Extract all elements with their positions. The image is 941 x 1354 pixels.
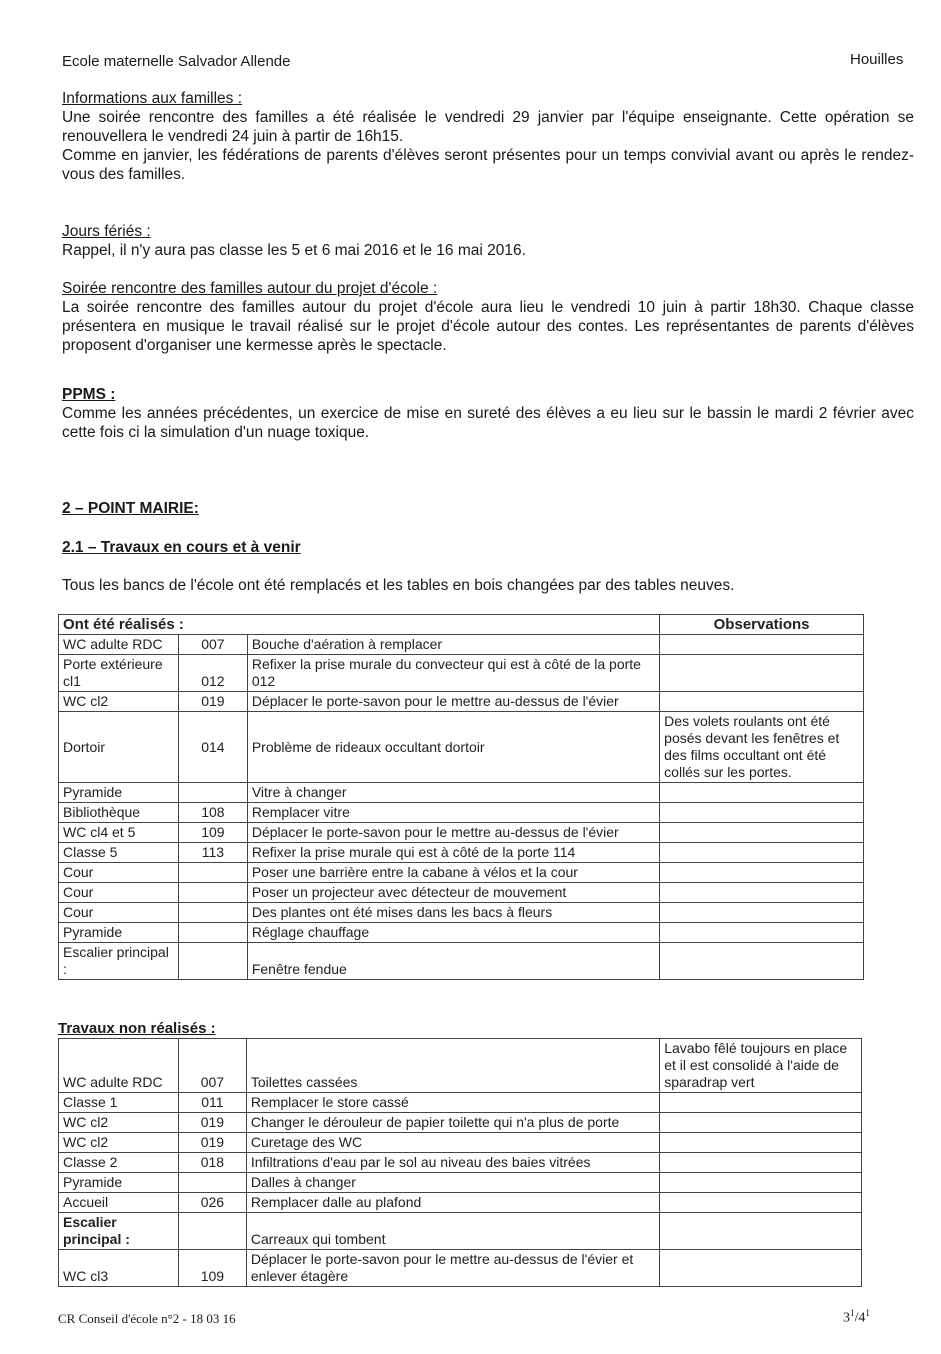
cell-numero — [178, 903, 247, 923]
footer-reference: CR Conseil d'école n°2 - 18 03 16 — [58, 1311, 236, 1326]
cell-lieu: Dortoir — [59, 712, 179, 783]
cell-observations — [660, 1213, 862, 1250]
city-name: Houilles — [850, 51, 904, 68]
table-row — [59, 1213, 862, 1250]
cell-numero — [178, 863, 247, 883]
cell-numero: 109 — [178, 1250, 246, 1287]
cell-numero: 019 — [178, 1133, 246, 1153]
cell-numero: 014 — [178, 712, 247, 783]
cell-observations — [660, 1250, 862, 1287]
table-non-realises — [58, 1038, 862, 1287]
cell-travaux: Dalles à changer — [246, 1173, 659, 1193]
table-row — [59, 1039, 862, 1093]
table-row — [59, 923, 864, 943]
cell-travaux: Infiltrations d'eau par le sol au niveau des baies vitrées — [246, 1153, 659, 1173]
point-mairie-title: 2 – POINT MAIRIE: — [62, 500, 199, 517]
cell-lieu: WC adulte RDC — [59, 1039, 179, 1093]
travaux-subtitle: 2.1 – Travaux en cours et à venir — [62, 539, 301, 556]
cell-lieu: Porte extérieure cl1 — [59, 655, 179, 692]
cell-lieu: Escalier principal : — [59, 1213, 179, 1250]
cell-observations — [660, 903, 864, 923]
cell-observations — [660, 883, 864, 903]
cell-travaux: Problème de rideaux occultant dortoir — [247, 712, 659, 783]
cell-lieu: WC cl3 — [59, 1250, 179, 1287]
cell-observations — [660, 1193, 862, 1213]
cell-numero: 012 — [178, 655, 247, 692]
cell-numero: 109 — [178, 823, 247, 843]
cell-observations — [660, 1093, 862, 1113]
cell-travaux: Refixer la prise murale qui est à côté de la porte 114 — [247, 843, 659, 863]
table-realises-header — [59, 615, 864, 635]
table-row — [59, 635, 864, 655]
cell-observations — [660, 1173, 862, 1193]
cell-lieu: WC cl2 — [59, 692, 179, 712]
cell-lieu: Escalier principal : — [59, 943, 179, 980]
cell-travaux: Remplacer le store cassé — [246, 1093, 659, 1113]
table-row — [59, 1193, 862, 1213]
travaux-intro: Tous les bancs de l'école ont été remplacés et les tables en bois changées par des tables neuves. — [62, 577, 735, 594]
cell-observations — [660, 655, 864, 692]
cell-numero: 019 — [178, 692, 247, 712]
cell-lieu: Cour — [59, 883, 179, 903]
soiree-section — [62, 279, 914, 355]
cell-travaux: Changer le dérouleur de papier toilette qui n'a plus de porte — [246, 1113, 659, 1133]
cell-lieu: Bibliothèque — [59, 803, 179, 823]
cell-travaux: Remplacer dalle au plafond — [246, 1193, 659, 1213]
table-row — [59, 783, 864, 803]
ppms-section — [62, 385, 914, 442]
cell-travaux: Poser un projecteur avec détecteur de mouvement — [247, 883, 659, 903]
page-total: /4 — [854, 1310, 866, 1326]
table-row — [59, 843, 864, 863]
cell-travaux: Toilettes cassées — [246, 1039, 659, 1093]
cell-travaux: Carreaux qui tombent — [246, 1213, 659, 1250]
table-row — [59, 712, 864, 783]
cell-observations — [660, 1133, 862, 1153]
cell-travaux: Curetage des WC — [246, 1133, 659, 1153]
cell-lieu: Accueil — [59, 1193, 179, 1213]
cell-numero — [178, 1173, 246, 1193]
cell-lieu: Pyramide — [59, 783, 179, 803]
cell-numero: 108 — [178, 803, 247, 823]
table-row — [59, 903, 864, 923]
page-current: 3 — [843, 1310, 850, 1326]
cell-numero — [178, 1213, 246, 1250]
cell-travaux: Des plantes ont été mises dans les bacs à fleurs — [247, 903, 659, 923]
cell-observations — [660, 823, 864, 843]
cell-travaux: Fenêtre fendue — [247, 943, 659, 980]
cell-observations — [660, 692, 864, 712]
cell-lieu: Pyramide — [59, 1173, 179, 1193]
soiree-text: La soirée rencontre des familles autour du projet d'école aura lieu le vendredi 10 juin à partir 18h30. Chaque classe présentera en musique le travail réalisé sur le projet d'école autour des contes. Les représentantes de parents d'élèves proposent d'organiser une kermesse après le spectacle. — [62, 299, 914, 354]
cell-observations — [660, 923, 864, 943]
table-row — [59, 692, 864, 712]
cell-lieu: Pyramide — [59, 923, 179, 943]
page-current-sup: 1 — [850, 1308, 855, 1318]
cell-observations — [660, 783, 864, 803]
ppms-title: PPMS : — [62, 386, 116, 403]
info-familles-section — [62, 89, 914, 184]
cell-numero — [178, 883, 247, 903]
cell-lieu: WC cl2 — [59, 1133, 179, 1153]
jours-feries-title: Jours fériés : — [62, 223, 151, 240]
cell-observations — [660, 635, 864, 655]
cell-observations — [660, 1153, 862, 1173]
header-observations: Observations — [660, 615, 864, 635]
table-row — [59, 1250, 862, 1287]
cell-travaux: Vitre à changer — [247, 783, 659, 803]
cell-travaux: Poser une barrière entre la cabane à vélos et la cour — [247, 863, 659, 883]
non-realises-title: Travaux non réalisés : — [58, 1020, 216, 1037]
table-row — [59, 1173, 862, 1193]
cell-numero: 007 — [178, 1039, 246, 1093]
table-row — [59, 1153, 862, 1173]
cell-lieu: WC cl2 — [59, 1113, 179, 1133]
cell-observations: Lavabo fêlé toujours en place et il est consolidé à l'aide de sparadrap vert — [660, 1039, 862, 1093]
cell-numero — [178, 943, 247, 980]
cell-numero: 026 — [178, 1193, 246, 1213]
cell-numero: 011 — [178, 1093, 246, 1113]
page-total-sup: 1 — [865, 1308, 870, 1318]
cell-travaux: Déplacer le porte-savon pour le mettre au-dessus de l'évier — [247, 692, 659, 712]
table-row — [59, 1093, 862, 1113]
cell-lieu: Cour — [59, 863, 179, 883]
page-number — [843, 1308, 870, 1327]
table-row — [59, 803, 864, 823]
table-row — [59, 1133, 862, 1153]
cell-lieu: WC cl4 et 5 — [59, 823, 179, 843]
info-familles-p1: Une soirée rencontre des familles a été réalisée le vendredi 29 janvier par l'équipe enseignante. Cette opération se renouvellera le vendredi 24 juin à partir de 16h15. — [62, 109, 914, 145]
header-ont-ete-realises: Ont été réalisés : — [59, 615, 660, 635]
cell-numero — [178, 923, 247, 943]
cell-lieu: WC adulte RDC — [59, 635, 179, 655]
cell-observations — [660, 843, 864, 863]
jours-feries-section — [62, 222, 914, 260]
school-name: Ecole maternelle Salvador Allende — [62, 53, 291, 70]
cell-travaux: Bouche d'aération à remplacer — [247, 635, 659, 655]
table-row — [59, 1113, 862, 1133]
cell-travaux: Remplacer vitre — [247, 803, 659, 823]
cell-numero: 113 — [178, 843, 247, 863]
cell-lieu: Cour — [59, 903, 179, 923]
cell-lieu: Classe 2 — [59, 1153, 179, 1173]
cell-numero: 007 — [178, 635, 247, 655]
cell-lieu: Classe 5 — [59, 843, 179, 863]
cell-numero: 018 — [178, 1153, 246, 1173]
table-row — [59, 823, 864, 843]
table-row — [59, 655, 864, 692]
cell-travaux: Refixer la prise murale du convecteur qui est à côté de la porte 012 — [247, 655, 659, 692]
cell-observations: Des volets roulants ont été posés devant les fenêtres et des films occultant ont été collés sur les portes. — [660, 712, 864, 783]
jours-feries-text: Rappel, il n'y aura pas classe les 5 et 6 mai 2016 et le 16 mai 2016. — [62, 242, 526, 259]
table-row — [59, 863, 864, 883]
soiree-title: Soirée rencontre des familles autour du projet d'école : — [62, 280, 438, 297]
cell-lieu: Classe 1 — [59, 1093, 179, 1113]
ppms-text: Comme les années précédentes, un exercice de mise en sureté des élèves a eu lieu sur le bassin le mardi 2 février avec cette fois ci la simulation d'un nuage toxique. — [62, 405, 914, 441]
table-row — [59, 943, 864, 980]
info-familles-p2: Comme en janvier, les fédérations de parents d'élèves seront présentes pour un temps convivial avant ou après le rendez-vous des familles. — [62, 147, 914, 183]
table-row — [59, 883, 864, 903]
cell-numero: 019 — [178, 1113, 246, 1133]
cell-observations — [660, 943, 864, 980]
cell-observations — [660, 803, 864, 823]
cell-travaux: Déplacer le porte-savon pour le mettre au-dessus de l'évier et enlever étagère — [246, 1250, 659, 1287]
cell-travaux: Réglage chauffage — [247, 923, 659, 943]
info-familles-title: Informations aux familles : — [62, 90, 243, 107]
cell-observations — [660, 1113, 862, 1133]
table-realises — [58, 614, 864, 980]
cell-travaux: Déplacer le porte-savon pour le mettre au-dessus de l'évier — [247, 823, 659, 843]
cell-observations — [660, 863, 864, 883]
cell-numero — [178, 783, 247, 803]
